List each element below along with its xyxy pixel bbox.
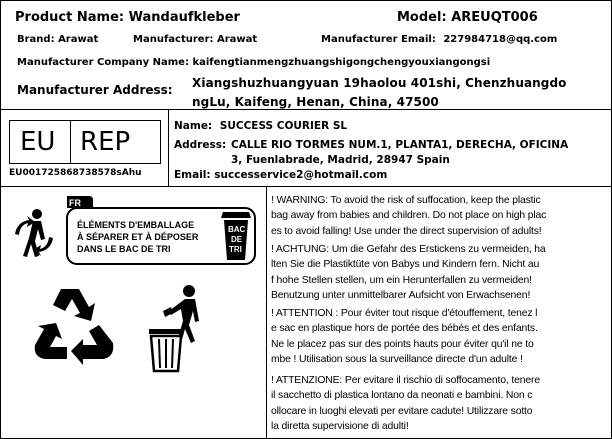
triman-person-arrow-icon	[15, 209, 53, 257]
product-name-label: Product Name:	[15, 10, 125, 25]
warning-line: ! ATTENZIONE: Per evitare il rischio di soffocamento, tenere	[271, 375, 540, 386]
eu-rep-symbol	[9, 120, 161, 164]
divider	[1, 186, 611, 187]
brand-label: Brand:	[17, 34, 55, 45]
eu-label: EU	[20, 127, 56, 157]
recycle-icon	[31, 283, 117, 365]
warning-line: Benutzung unter unmittelbarer Aufsicht von Erwachsenen!	[271, 290, 531, 302]
manufacturer-email-row	[321, 35, 557, 45]
warning-line: mbe ! Utilisation sous la surveillance directe d'un adulte !	[271, 354, 523, 366]
warning-line: il sacchetto di plastica lontano da neonati e bambini. Non c	[271, 390, 533, 402]
address-label: Manufacturer Address:	[17, 83, 173, 97]
eu-rep-name-row	[174, 121, 347, 132]
eu-rep-name-label: Name:	[174, 120, 213, 132]
warning-line: Ne le placez pas sur des points hauts pour éviter qu'il ne to	[271, 338, 534, 350]
address-line-2: ngLu, Kaifeng, Henan, China, 47500	[192, 95, 439, 109]
tidyman-icon	[141, 281, 231, 373]
warning-line: e sac en plastique hors de portée des bébés et des enfants.	[271, 323, 538, 335]
bin-text-2: DE	[231, 235, 243, 244]
model-row	[397, 11, 538, 24]
triman-line-1: ÉLÉMENTS D'EMBALLAGE	[77, 220, 195, 230]
triman-line-2: À SÉPARER ET À DÉPOSER	[77, 232, 199, 242]
eu-rep-name: SUCCESS COURIER SL	[219, 120, 348, 132]
bin-text-1: BAC	[228, 225, 246, 234]
manufacturer-email-label: Manufacturer Email:	[321, 34, 436, 45]
warning-it	[271, 373, 611, 435]
warning-de	[271, 242, 611, 304]
product-name: Wandaufkleber	[128, 10, 240, 25]
triman-country: FR	[69, 198, 81, 208]
eu-rep-address-line-2: 3, Fuenlabrade, Madrid, 28947 Spain	[231, 154, 450, 166]
manufacturer-value: Arawat	[217, 34, 258, 45]
manufacturer-row	[133, 35, 257, 45]
warning-fr	[271, 306, 611, 368]
manufacturer-email-value: 227984718@qq.com	[443, 34, 558, 45]
warning-line: ! WARNING: To avoid the risk of suffocation, keep the plastic	[271, 195, 541, 206]
divider	[266, 186, 267, 438]
warning-line: bag away from babies and children. Do not place on high plac	[271, 210, 547, 222]
eu-rep-email-label: Email:	[174, 169, 211, 181]
manufacturer-label: Manufacturer:	[133, 34, 214, 45]
warning-line: ! ACHTUNG: Um die Gefahr des Erstickens zu vermeiden, ha	[271, 244, 546, 255]
warning-line: la diretta supervisione di adulti!	[271, 421, 409, 433]
brand-value: Arawat	[58, 34, 99, 45]
warning-line: ollocare in luoghi elevati per evitare cadute! Utilizzare sotto	[271, 405, 533, 417]
eu-rep-email: successervice2@hotmail.com	[214, 169, 388, 181]
company-value: kaifengtianmengzhuangshigongchengyouxiangongsi	[192, 57, 491, 68]
address-line-1: Xiangshuzhuangyuan 19haolou 401shi, Chenzhuangdo	[192, 76, 567, 90]
divider	[168, 109, 169, 186]
warning-line: f hohe Stellen stellen, um ein Herunterfallen zu vermeiden!	[271, 274, 532, 286]
eu-rep-email-row	[174, 170, 387, 181]
bin-text-3: TRI	[229, 245, 242, 254]
warning-en	[271, 193, 611, 239]
triman-line-3: DANS LE BAC DE TRI	[77, 244, 171, 254]
model-value: AREUQT006	[451, 10, 538, 25]
triman-logo	[5, 194, 263, 274]
eu-rep-code: EU001725868738578sAhu	[9, 168, 142, 178]
rep-label: REP	[80, 127, 131, 157]
brand-row	[17, 35, 98, 45]
eu-rep-address-line-1: CALLE RIO TORMES NUM.1, PLANTA1, DERECHA, OFICINA	[231, 139, 569, 151]
eu-rep-divider	[70, 121, 71, 163]
model-label: Model:	[397, 10, 447, 25]
product-name-row	[15, 11, 240, 24]
company-label: Manufacturer Company Name:	[17, 57, 189, 68]
warning-line: es to avoid falling! Use under the direct supervision of adults!	[271, 225, 542, 237]
warning-line: lten Sie die Plastiktüte von Babys und Kindern fern. Nicht au	[271, 259, 540, 271]
trash-bin-icon	[149, 329, 183, 371]
eu-rep-address-label: Address:	[174, 139, 227, 151]
divider	[1, 109, 611, 110]
company-row	[17, 58, 490, 68]
warning-line: ! ATTENTION : Pour éviter tout risque d'étouffement, tenez l	[271, 308, 538, 319]
